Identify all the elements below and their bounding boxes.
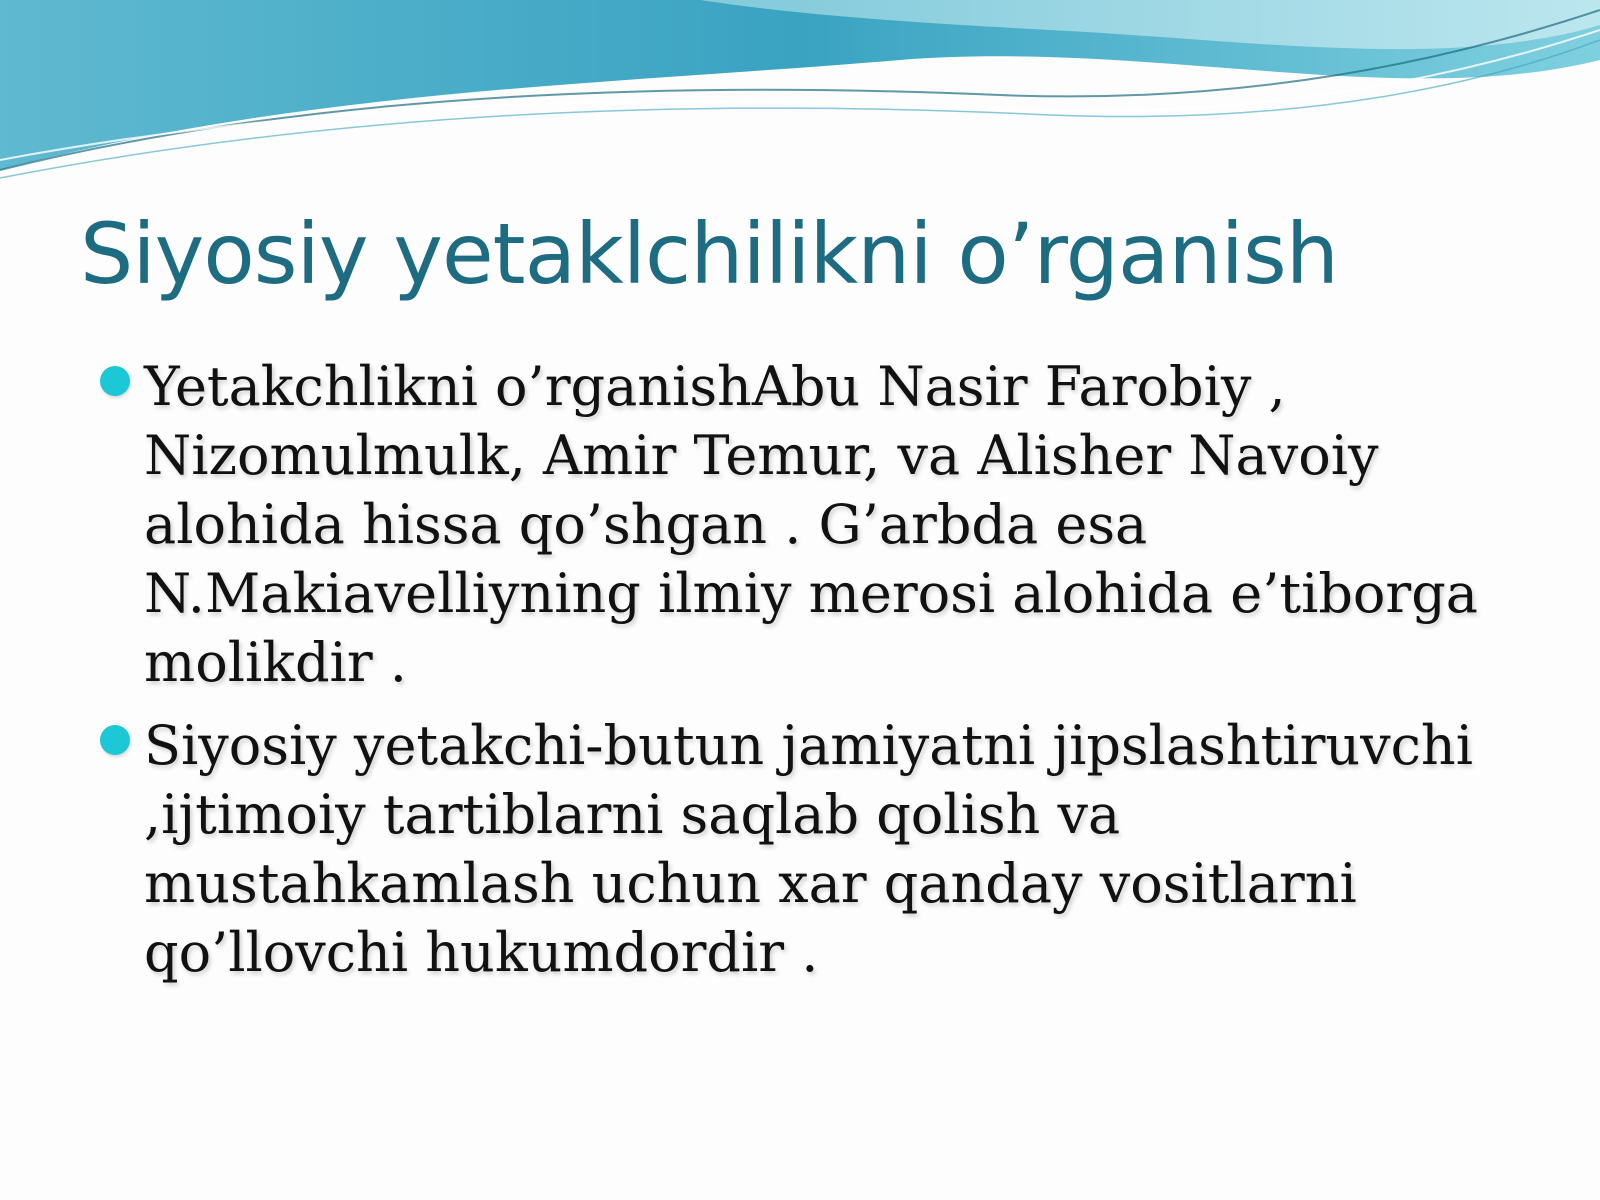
slide-title: Siyosiy yetaklchilikni o’rganish xyxy=(80,205,1338,303)
bullet-dot-icon xyxy=(100,725,130,755)
bullet-item xyxy=(96,352,1536,697)
bullet-dot-icon xyxy=(100,366,130,396)
bullet-list xyxy=(96,352,1536,1001)
wave-header-decoration xyxy=(0,0,1600,200)
bullet-text: Siyosiy yetakchi-butun jamiyatni jipslashtiruvchi ,ijtimoiy tartiblarni saqlab qolish va mustahkamlash uchun xar qanday vositlarni qo’llovchi hukumdordir . xyxy=(144,714,1473,984)
bullet-text: Yetakchlikni o’rganishAbu Nasir Farobiy , Nizomulmulk, Amir Temur, va Alisher Navoiy alohida hissa qo’shgan . G’arbda esa N.Makiavelliyning ilmiy merosi alohida e’tiborga molikdir . xyxy=(144,355,1478,694)
bullet-item xyxy=(96,711,1536,987)
